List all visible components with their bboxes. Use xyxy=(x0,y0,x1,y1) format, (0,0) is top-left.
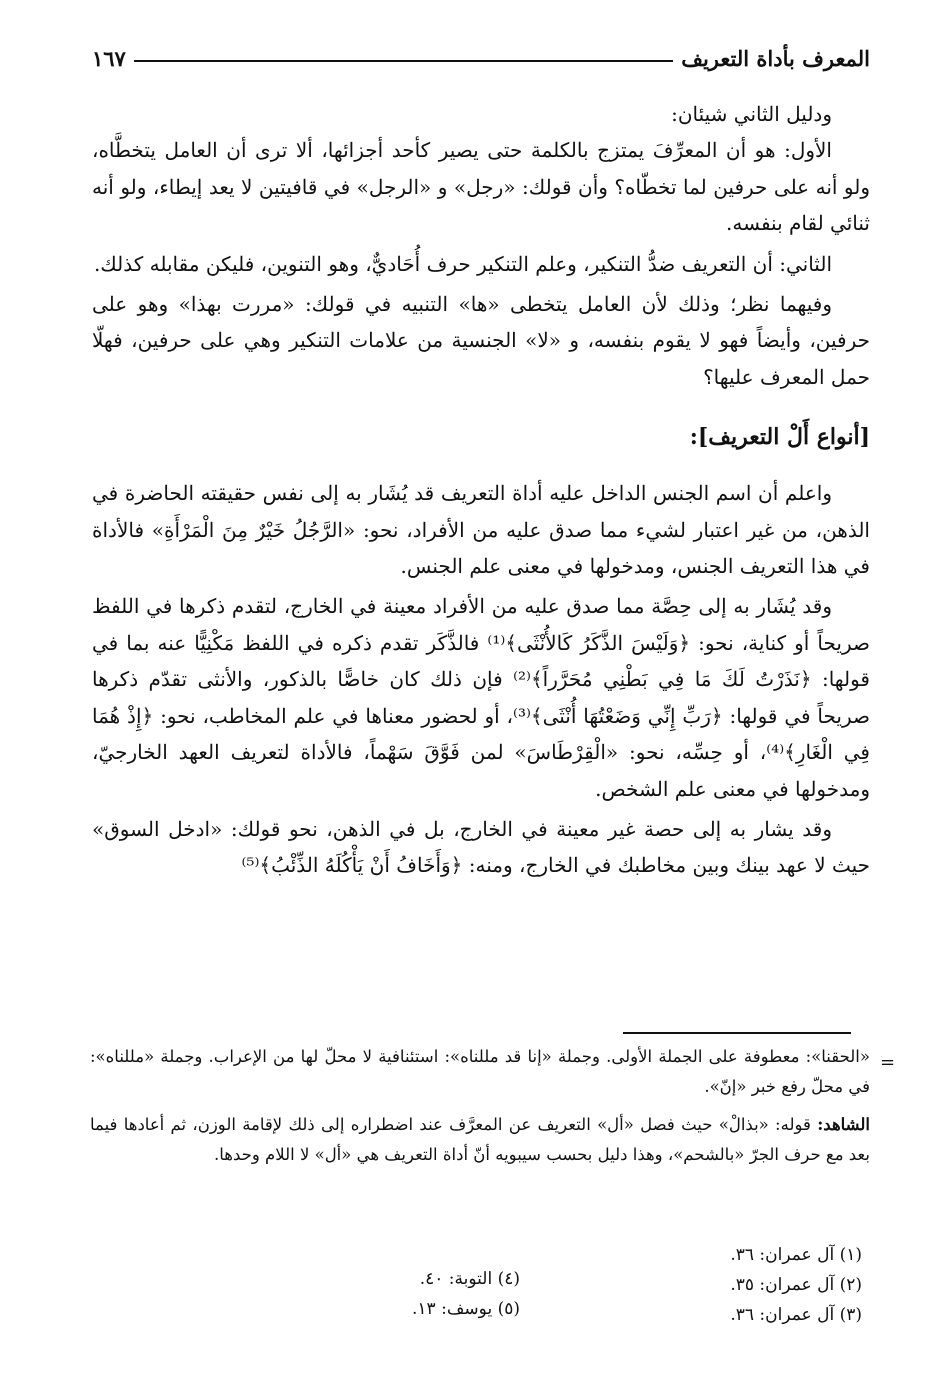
footnotes xyxy=(90,1042,870,1170)
reference-item: (٣) آل عمران: ٣٦. xyxy=(730,1305,862,1325)
page-header xyxy=(92,38,870,78)
footnote-separator xyxy=(623,1032,851,1034)
continuation-mark: = xyxy=(880,1052,896,1073)
footnote-continued: «الحقنا»: معطوفة على الجملة الأولى. وجملة «إنا قد مللناه»: استئنافية لا محلّ لها من الإعراب. وجملة «مللناه»: في محلّ رفع خبر «إنّ». xyxy=(90,1047,870,1096)
paragraph: الأول: هو أن المعرِّفَ يمتزج بالكلمة حتى يصير كأحد أجزائها، ألا ترى أن العامل يتخطَّاه، ولو أنه على حرفين لما تخطّاه؟ وأن قولك: «رجل» و «الرجل» في قافيتين لا يعد إيطاء، ولو أنه ثنائي لقام بنفسه. xyxy=(92,138,870,236)
footnote-shahid xyxy=(90,1110,870,1170)
paragraph: وفيهما نظر؛ وذلك لأن العامل يتخطى «ها» التنبيه في قولك: «مررت بهذا» وهو على حرفين، وأيضاً فهو لا يقوم بنفسه، و «لا» الجنسية من علامات التنكير وهي على حرفين، فهلّا حمل المعرف عليها؟ xyxy=(92,292,870,389)
page-number: ١٦٧ xyxy=(92,45,126,71)
references-right-column xyxy=(730,1240,862,1330)
section-heading: [أنواع أَلْ التعريف]: xyxy=(689,424,870,451)
paragraph: واعلم أن اسم الجنس الداخل عليه أداة التعريف قد يُشَار به إلى نفس حقيقته الحاضرة في الذهن، من غير اعتبار لشيء مما صدق عليه من الأفراد، نحو: «الرَّجُلُ خَيْرٌ مِنَ الْمَرْأَةِ» فالأداة في هذا التعريف الجنس، ومدخولها في معنى علم الجنس. xyxy=(92,481,870,579)
paragraph: الثاني: أن التعريف ضدُّ التنكير، وعلم التنكير حرف أُحَاديٌّ، وهو التنوين، فليكن مقابله كذلك. xyxy=(93,251,832,276)
main-text xyxy=(92,96,870,884)
shahid-label: الشاهد: xyxy=(817,1115,870,1134)
references-left-column xyxy=(412,1264,520,1324)
reference-item: (٤) التوبة: ٤٠. xyxy=(419,1269,520,1289)
shahid-text: قوله: «بذالْ» حيث فصل «أل» التعريف عن المعرَّف عند اضطراره إلى ذلك لإقامة الوزن، ثم أعادها فيما بعد مع حرف الجرّ «بالشحم»، وهذا دليل بحسب سيبويه أنّ أداة التعريف هي «أل» لا اللام وحدها. xyxy=(90,1115,870,1164)
reference-item: (١) آل عمران: ٣٦. xyxy=(730,1245,862,1265)
paragraph: ودليل الثاني شيئان: xyxy=(671,102,832,126)
paragraph: وقد يُشَار به إلى حِصَّة مما صدق عليه من الأفراد معينة في الخارج، لتقدم ذكرها في اللفظ صريحاً أو كناية، نحو: ﴿وَلَيْسَ الذَّكَرُ كَالأُنْثَى﴾⁽¹⁾ فالذَّكَر تقدم ذكره في اللفظ مَكْنِيًّا عنه بما في قولها: ﴿نَذَرْتُ لَكَ مَا فِي بَطْنِي مُحَرَّراً﴾⁽²⁾ فإن ذلك كان خاصًّا بالذكور، والأنثى تقدّم ذكرها صريحاً في قولها: ﴿رَبِّ إِنِّي وَضَعْتُهَا أُنْثَى﴾⁽³⁾، أو لحضور معناها في علم المخاطب، نحو: ﴿إِذْ هُمَا فِي الْغَارِ﴾⁽⁴⁾، أو حِسِّه، نحو: «الْقِرْطَاسَ» لمن فَوَّقَ سَهْماً، فالأداة لتعريف العهد الخارجيّ، ومدخولها في معنى علم الشخص. xyxy=(92,594,870,801)
running-title: المعرف بأداة التعريف xyxy=(681,45,870,71)
reference-item: (٢) آل عمران: ٣٥. xyxy=(730,1275,862,1295)
reference-item: (٥) يوسف: ١٣. xyxy=(412,1299,520,1319)
header-rule xyxy=(134,60,673,62)
paragraph: وقد يشار به إلى حصة غير معينة في الخارج، بل في الذهن، نحو قولك: «ادخل السوق» حيث لا عهد بينك وبين مخاطبك في الخارج، ومنه: ﴿وَأَخَافُ أَنْ يَأْكُلَهُ الذِّئْبُ﴾⁽⁵⁾ xyxy=(92,816,870,878)
